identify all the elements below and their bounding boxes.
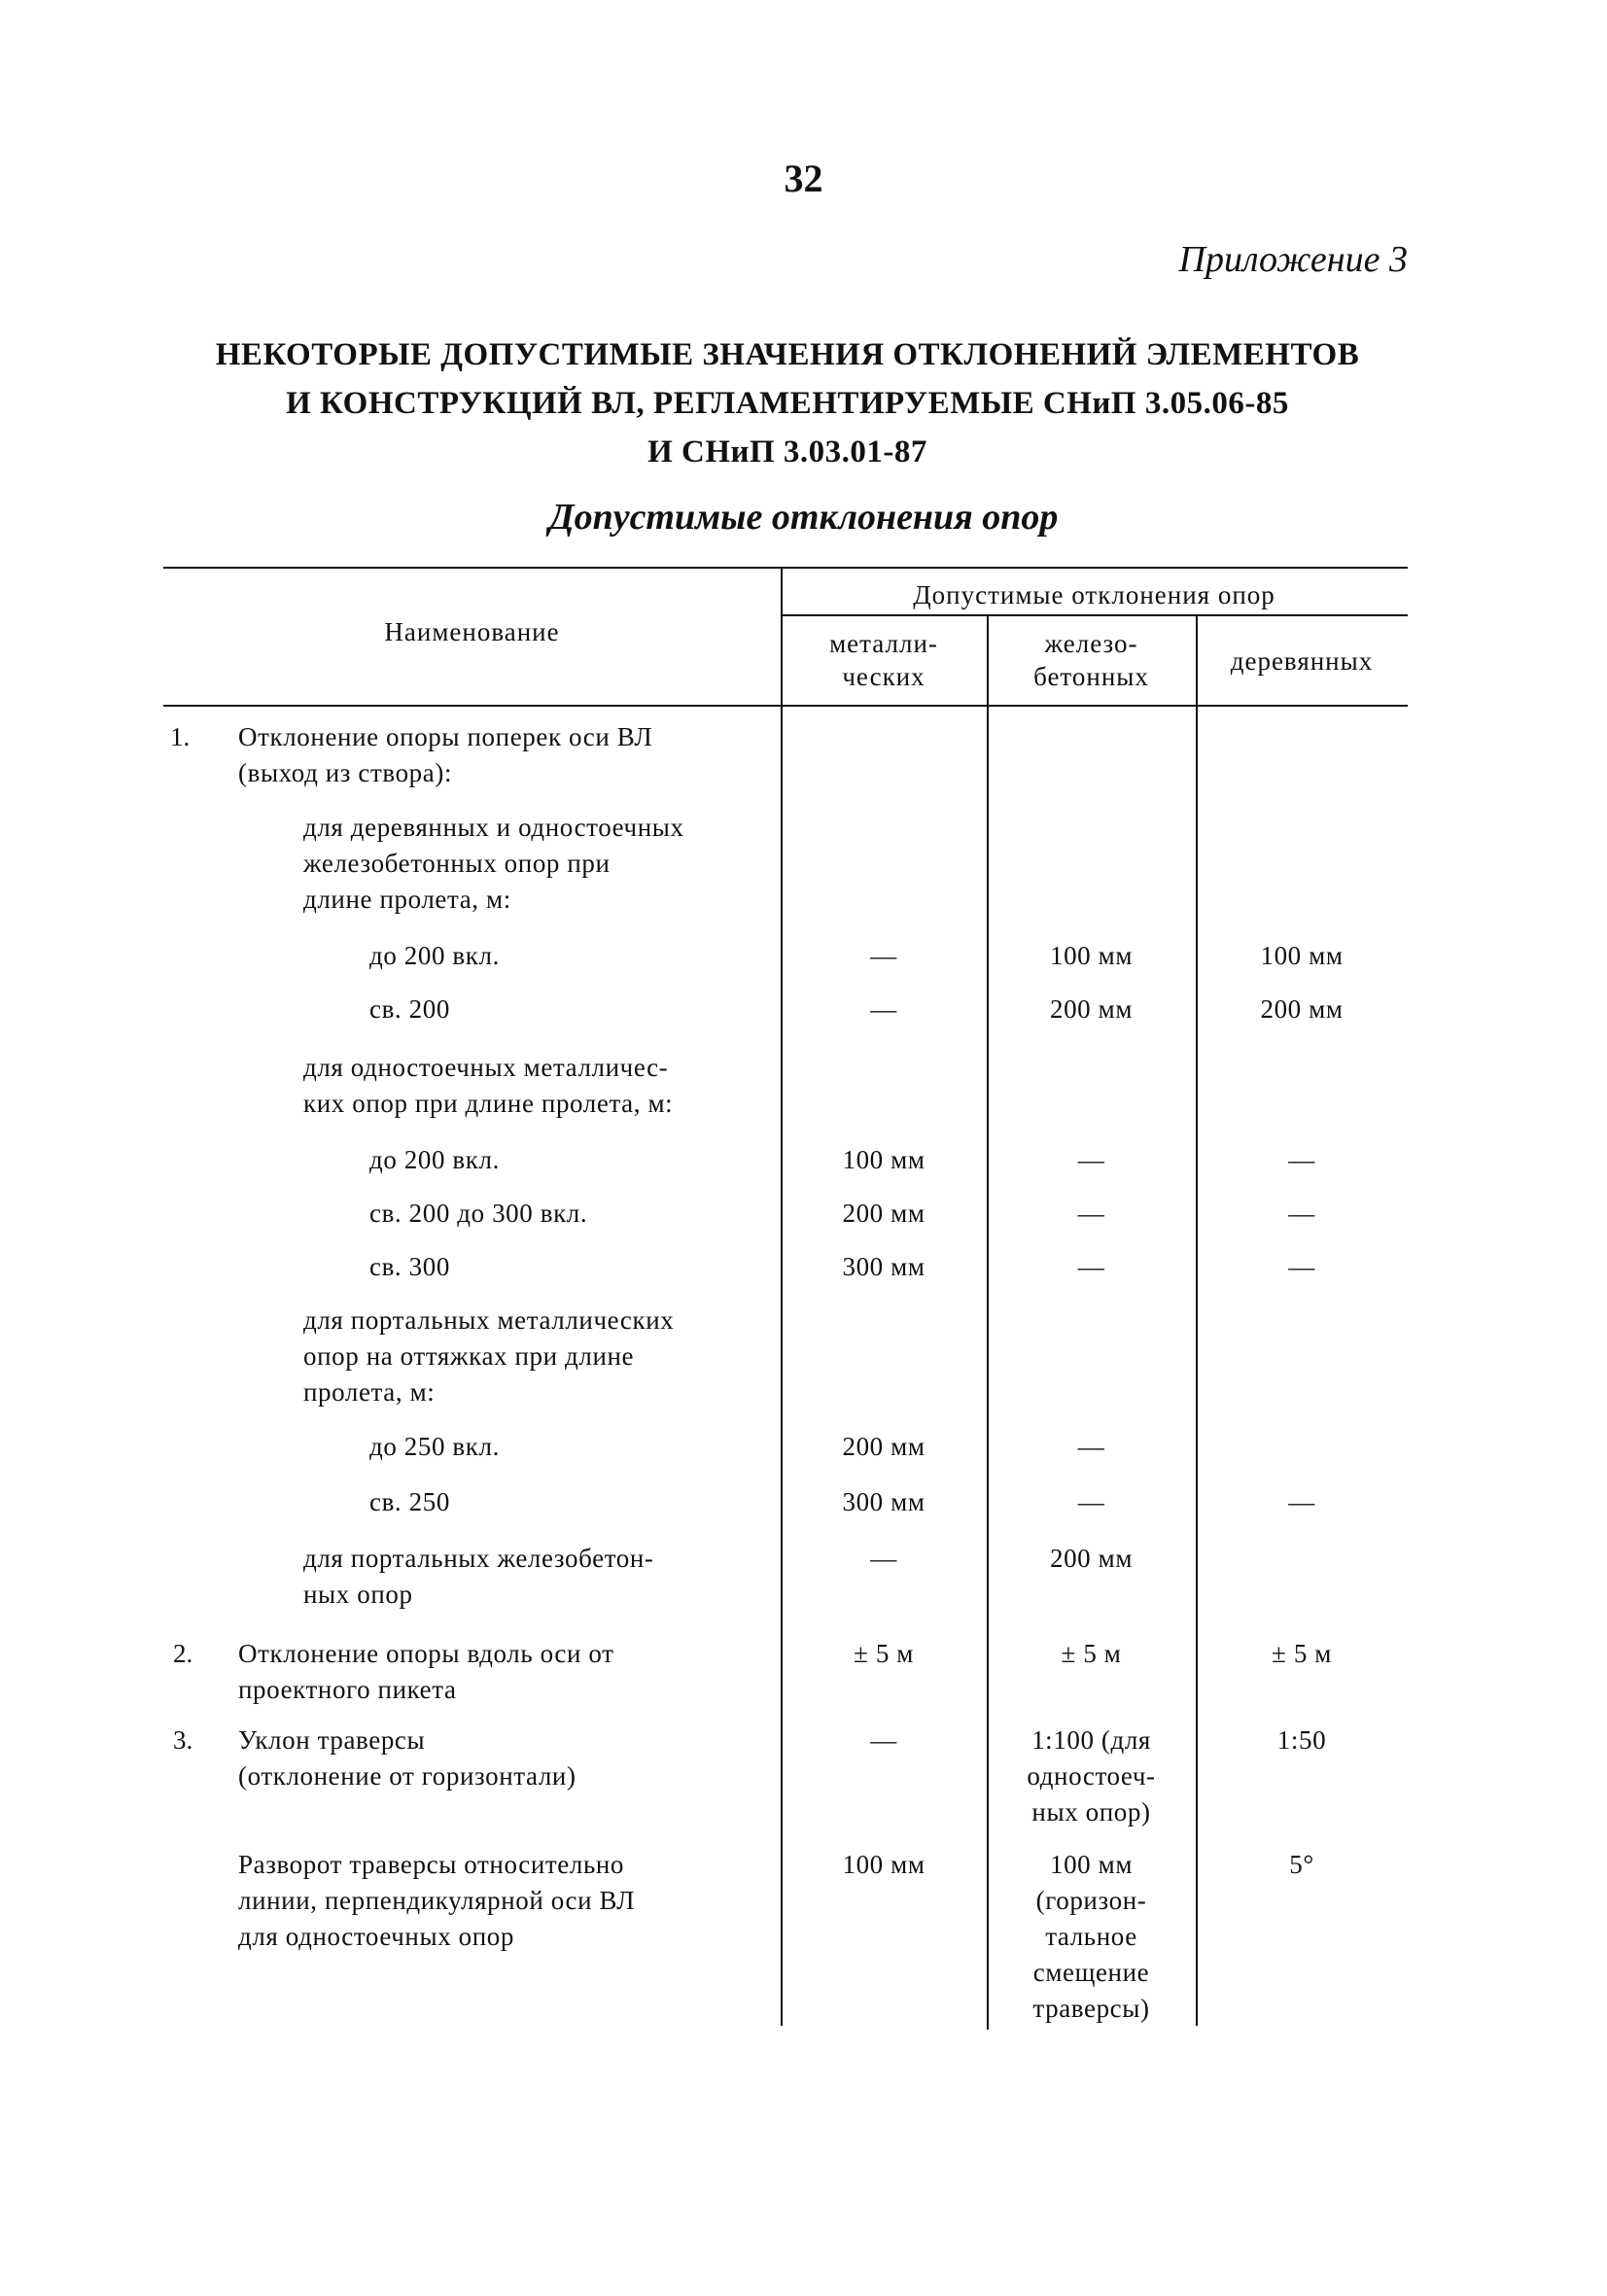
row-text: для портальных металлических опор на оттяжках при длине пролета, м:: [303, 1305, 675, 1407]
cell-concrete: ± 5 м: [1061, 1639, 1122, 1668]
document-heading: [156, 330, 1419, 476]
row-text: св. 200: [369, 994, 450, 1024]
header-wood: деревянных: [1230, 646, 1374, 676]
heading-line-2: И КОНСТРУКЦИЙ ВЛ, РЕГЛАМЕНТИРУЕМЫЕ СНиП 3.05.06-85: [286, 386, 1289, 421]
cell-wood: —: [1288, 1252, 1315, 1281]
cell-metal: ± 5 м: [854, 1639, 914, 1668]
appendix-label: Приложение 3: [1178, 239, 1408, 280]
group-header-rule: [781, 614, 1408, 616]
column-divider-concrete: [1196, 614, 1198, 2026]
cell-wood: —: [1288, 1487, 1315, 1516]
row-text: до 200 вкл.: [369, 1145, 500, 1174]
header-metal: металли- ческих: [829, 629, 938, 691]
cell-wood: 100 мм: [1260, 941, 1344, 970]
cell-metal: 100 мм: [842, 1145, 926, 1174]
cell-metal: 200 мм: [842, 1432, 926, 1461]
cell-wood: 5°: [1289, 1850, 1314, 1879]
header-name: Наименование: [384, 617, 560, 646]
cell-metal: 300 мм: [842, 1252, 926, 1281]
cell-concrete: 200 мм: [1049, 1544, 1134, 1573]
header-bottom-rule: [163, 705, 1408, 707]
cell-metal: 200 мм: [842, 1199, 926, 1228]
cell-wood: —: [1288, 1199, 1315, 1228]
cell-concrete: —: [1077, 1145, 1105, 1174]
row-text: св. 250: [369, 1487, 450, 1516]
row-text: св. 300: [369, 1252, 450, 1281]
cell-concrete: 200 мм: [1049, 994, 1134, 1024]
cell-metal: —: [870, 1725, 897, 1755]
header-group: Допустимые отклонения опор: [913, 580, 1275, 609]
cell-concrete: —: [1077, 1432, 1105, 1461]
cell-metal: —: [870, 941, 897, 970]
cell-concrete: —: [1077, 1487, 1105, 1516]
row-text: св. 200 до 300 вкл.: [369, 1199, 588, 1228]
heading-line-1: НЕКОТОРЫЕ ДОПУСТИМЫЕ ЗНАЧЕНИЯ ОТКЛОНЕНИЙ ЭЛЕМЕНТОВ: [215, 337, 1360, 372]
row-text: Уклон траверсы (отклонение от горизонтали): [238, 1725, 576, 1791]
heading-line-3: И СНиП 3.03.01-87: [647, 435, 927, 470]
row-text: Отклонение опоры поперек оси ВЛ (выход из створа):: [238, 722, 653, 787]
cell-concrete: 100 мм: [1049, 941, 1134, 970]
row-number: 3.: [173, 1725, 193, 1755]
cell-concrete: —: [1077, 1252, 1105, 1281]
row-text: Отклонение опоры вдоль оси от проектного пикета: [238, 1639, 614, 1704]
row-text: до 200 вкл.: [369, 941, 500, 970]
cell-wood: —: [1288, 1145, 1315, 1174]
row-text: для деревянных и одностоечных железобетонных опор при длине пролета, м:: [303, 813, 684, 914]
page-number: 32: [784, 157, 823, 200]
table-top-rule: [163, 567, 1408, 569]
column-divider-name: [781, 568, 783, 2026]
cell-concrete: 100 мм (горизон- тальное смещение траверсы): [1032, 1850, 1150, 2023]
cell-wood: 1:50: [1276, 1725, 1327, 1755]
cell-wood: ± 5 м: [1272, 1639, 1332, 1668]
cell-metal: —: [870, 1544, 897, 1573]
row-number: 1.: [170, 722, 191, 751]
cell-metal: —: [870, 994, 897, 1024]
cell-wood: 200 мм: [1260, 994, 1344, 1024]
row-text: для одностоечных металличес- ких опор при длине пролета, м:: [303, 1053, 674, 1118]
row-text: до 250 вкл.: [369, 1432, 500, 1461]
cell-concrete: —: [1077, 1199, 1105, 1228]
cell-metal: 300 мм: [842, 1487, 926, 1516]
header-concrete: железо- бетонных: [1033, 629, 1149, 691]
row-number: 2.: [173, 1639, 193, 1668]
row-text: Разворот траверсы относительно линии, перпендикулярной оси ВЛ для одностоечных опор: [238, 1850, 636, 1951]
table-title: Допустимые отклонения опор: [548, 497, 1059, 538]
cell-metal: 100 мм: [842, 1850, 926, 1879]
cell-concrete: 1:100 (для одностоеч- ных опор): [1027, 1725, 1156, 1826]
row-text: для портальных железобетон- ных опор: [303, 1544, 654, 1609]
